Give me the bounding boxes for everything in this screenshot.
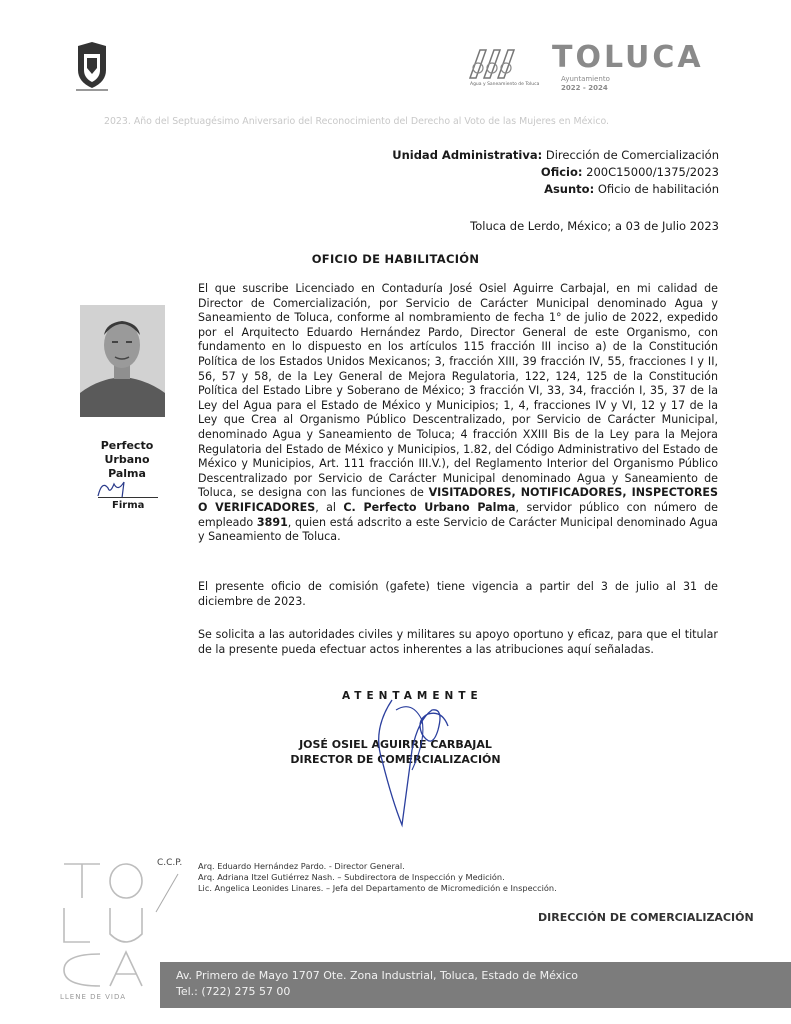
- toluca-logo-text: TOLUCA: [552, 40, 704, 75]
- director-signature-icon: [352, 690, 472, 830]
- ccp-item: Lic. Angelica Leonides Linares. – Jefa del Departamento de Micromedición e Inspección.: [198, 883, 557, 893]
- asunto-line: [392, 181, 719, 198]
- ccp-bracket-icon: [150, 872, 180, 916]
- footer-phone: Tel.: (722) 275 57 00: [176, 985, 291, 998]
- signatory-position: DIRECTOR DE COMERCIALIZACIÓN: [290, 753, 501, 766]
- ayuntamiento-label: [561, 75, 610, 93]
- state-seal-icon: [70, 40, 114, 92]
- unidad-label: Unidad Administrativa:: [392, 148, 543, 162]
- year-banner: 2023. Año del Septuagésimo Aniversario del Reconocimiento del Derecho al Voto de las Mujeres en México.: [104, 116, 610, 127]
- agua-logo-text: Agua y Saneamiento de Toluca: [470, 82, 540, 87]
- unidad-line: [392, 147, 719, 164]
- p1-end: , quien está adscrito a este Servicio de Carácter Municipal denominado Agua y Saneamiento de Toluca.: [198, 515, 718, 544]
- toluca-footer-logo-icon: [60, 858, 156, 988]
- meta-block: [392, 147, 719, 198]
- ccp-item: Arq. Eduardo Hernández Pardo. - Director General.: [198, 861, 405, 871]
- body-paragraph-1: [198, 282, 718, 545]
- oficio-line: [392, 164, 719, 181]
- firma-label: Firma: [112, 500, 145, 511]
- firma-line: [98, 497, 158, 498]
- p1-functions: VISITADORES, NOTIFICADORES, INSPECTORES O VERIFICADORES: [198, 486, 718, 514]
- oficio-value: 200C15000/1375/2023: [586, 165, 719, 179]
- p1-employee: 3891: [256, 515, 288, 529]
- p1-al: , al: [315, 500, 344, 514]
- ccp-item: Arq. Adriana Itzel Gutiérrez Nash. – Subdirectora de Inspección y Medición.: [198, 872, 505, 882]
- asunto-label: Asunto:: [544, 182, 595, 196]
- person-name-block: [92, 439, 162, 481]
- person-name-2: Urbano: [104, 453, 150, 466]
- document-title: OFICIO DE HABILITACIÓN: [311, 252, 480, 266]
- place-date: Toluca de Lerdo, México; a 03 de Julio 2023: [470, 219, 719, 233]
- atentamente-label: ATENTAMENTE: [342, 690, 483, 702]
- person-photo: [80, 305, 165, 417]
- signatory-name: JOSÉ OSIEL AGUIRRE CARBAJAL: [299, 738, 492, 751]
- footer-bar: [160, 962, 791, 1008]
- agua-logo-icon: [466, 44, 526, 82]
- asunto-value: Oficio de habilitación: [597, 182, 719, 196]
- unidad-value: Dirección de Comercialización: [545, 148, 719, 162]
- ccp-label: C.C.P.: [157, 858, 183, 868]
- oficio-label: Oficio:: [540, 165, 583, 179]
- footer-department: DIRECCIÓN DE COMERCIALIZACIÓN: [538, 911, 754, 924]
- person-name-1: Perfecto: [100, 439, 154, 452]
- p1-mid: , servidor público con número de empleado: [198, 500, 718, 529]
- body-paragraph-2: El presente oficio de comisión (gafete) tiene vigencia a partir del 3 de julio al 31 de diciembre de 2023.: [198, 580, 718, 608]
- body-paragraph-3: Se solicita a las autoridades civiles y militares su apoyo oportuno y eficaz, para que el titular de la presente pueda efectuar actos inherentes a las atribuciones aquí señaladas.: [198, 628, 718, 656]
- footer-slogan: LLENE DE VIDA: [60, 993, 127, 1001]
- p1-person: C. Perfecto Urbano Palma: [343, 500, 516, 514]
- footer-address: Av. Primero de Mayo 1707 Ote. Zona Industrial, Toluca, Estado de México: [176, 969, 579, 982]
- person-name-3: Palma: [108, 467, 146, 480]
- ayuntamiento-title: Ayuntamiento: [561, 75, 610, 83]
- p1-intro: El que suscribe Licenciado en Contaduría José Osiel Aguirre Carbajal, en mi calidad de Director de Comercialización, por Servicio de Carácter Municipal denominado Agua y Saneamiento de Toluca, conforme al nombramiento de fecha 1° de julio de 2022, expedido por el Arquitecto Eduardo Hernández Pardo, Director General de este Organismo, con fundamento en lo dispuesto en los artículos 115 fracción III inciso a) de la Constitución Política de los Estados Unidos Mexicanos; 3, fracción XIII, 39 fracción IV, 55, fracciones I y II, 56, 57 y 58, de la Ley General de Mejora Regulatoria, 122, 124, 125 de la Constitución Política del Estado Libre y Soberano de México; 3 fracción VI, 33, 34, fracción I, 35, 37 de la Ley del Agua para el Estado de México y Municipios; 1, 4, fracciones IV y VI, 12 y 17 de la Ley que Crea al Organismo Público Descentralizado, por Servicio de Carácter Municipal, denominado Agua y Saneamiento de Toluca; 4 fracción XXIII Bis de la Ley para la Mejora Regulatoria del Estado de México y Municipios, 1.82, del Código Administrativo del Estado de México y Municipios, Art. 111 fracción III.V.), del Reglamento Interior del Organismo Público Descentralizado por Servicio de Carácter Municipal denominado Agua y Saneamiento de Toluca, se designa con las funciones de: [198, 282, 718, 500]
- ccp-list: [198, 861, 557, 894]
- ayuntamiento-years: 2022 - 2024: [561, 84, 608, 92]
